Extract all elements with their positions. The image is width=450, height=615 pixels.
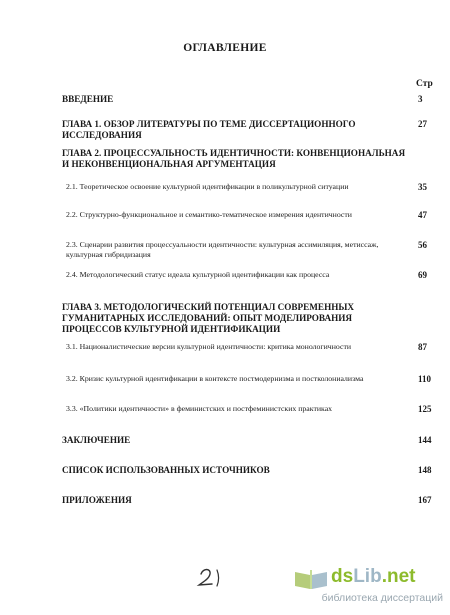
toc-entry-chapter-2: ГЛАВА 2. ПРОЦЕССУАЛЬНОСТЬ ИДЕНТИЧНОСТИ: КОНВЕНЦИОНАЛЬНАЯ И НЕКОНВЕНЦИОНАЛЬНАЯ АРГУМЕНТАЦИЯ [62,148,406,169]
toc-entry-2-2: 2.2. Структурно-функциональное и семантико-тематическое измерения идентичности [66,210,352,219]
toc-page-introduction: 3 [418,94,423,104]
toc-entry-2-1: 2.1. Теоретическое освоение культурной идентификации в поликультурной ситуации [66,182,349,191]
toc-entry-conclusion: ЗАКЛЮЧЕНИЕ [62,435,131,445]
toc-page-2-1: 35 [418,182,427,192]
toc-entry-3-3: 3.3. «Политики идентичности» в феминистских и постфеминистских практиках [66,404,333,413]
toc-page-3-2: 110 [418,374,432,384]
toc-page-bibliography: 148 [418,465,432,475]
toc-page-2-4: 69 [418,270,427,280]
watermark-logo [293,566,443,608]
toc-entry-3-1: 3.1. Националистические версии культурной идентичности: критика монологичности [66,342,352,351]
toc-page-3-1: 87 [418,342,427,352]
toc-entry-3-2: 3.2. Кризис культурной идентификации в контексте постмодернизма и постколониализма [66,374,364,383]
page-column-header: Стр [416,79,433,89]
toc-page-2-3: 56 [418,240,427,250]
toc-page-appendices: 167 [418,495,432,505]
toc-entry-bibliography: СПИСОК ИСПОЛЬЗОВАННЫХ ИСТОЧНИКОВ [62,465,270,475]
toc-entry-appendices: ПРИЛОЖЕНИЯ [62,495,132,505]
toc-entry-chapter-3: ГЛАВА 3. МЕТОДОЛОГИЧЕСКИЙ ПОТЕНЦИАЛ СОВРЕМЕННЫХ ГУМАНИТАРНЫХ ИССЛЕДОВАНИЙ: ОПЫТ МОДЕЛИРОВАНИЯ ПРОЦЕССОВ КУЛЬТУРНОЙ ИДЕНТИФИКАЦИИ [62,302,355,334]
toc-page-conclusion: 144 [418,435,432,445]
toc-page-chapter-1: 27 [418,119,427,129]
toc-page-3-3: 125 [418,404,432,414]
watermark-tagline: библиотека диссертаций [321,592,443,604]
toc-entry-chapter-1: ГЛАВА 1. ОБЗОР ЛИТЕРАТУРЫ ПО ТЕМЕ ДИССЕРТАЦИОННОГО ИССЛЕДОВАНИЯ [62,119,356,140]
handwritten-page-number [195,566,231,588]
book-icon [293,568,329,590]
toc-page-2-2: 47 [418,210,427,220]
toc-entry-2-3: 2.3. Сценарии развития процессуальности идентичности: культурная ассимиляция, метиссаж, культурная гибридизация [66,240,379,259]
page-title: ОГЛАВЛЕНИЕ [183,42,267,54]
toc-entry-introduction: ВВЕДЕНИЕ [62,94,114,104]
toc-entry-2-4: 2.4. Методологический статус идеала культурной идентификации как процесса [66,270,330,279]
watermark-brand: dsLib.net [331,566,416,587]
